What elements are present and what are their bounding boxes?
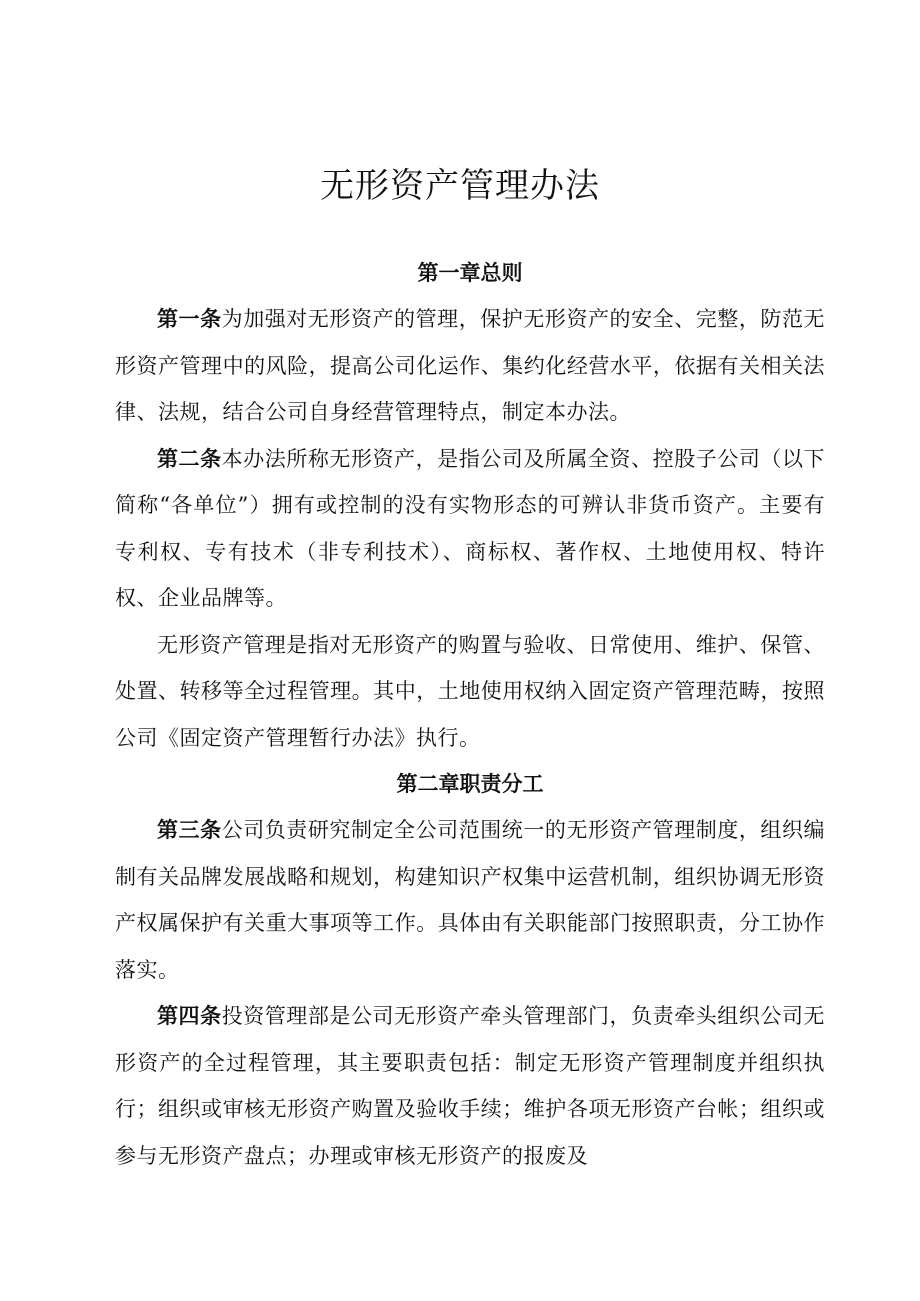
document-title: 无形资产管理办法 — [320, 166, 600, 206]
article-number: 第一条 — [157, 307, 222, 331]
article-paragraph — [115, 807, 825, 993]
article-text: 投资管理部是公司无形资产牵头管理部门，负责牵头组织公司无形资产的全过程管理，其主要职责包括：制定无形资产管理制度并组织执行；组织或审核无形资产购置及验收手续；维护各项无形资产台帐；组织或参与无形资产盘点；办理或审核无形资产的报废及 — [115, 1004, 826, 1168]
article-number: 第三条 — [157, 818, 222, 842]
article-text: 无形资产管理是指对无形资产的购置与验收、日常使用、维护、保管、处置、转移等全过程管理。其中，土地使用权纳入固定资产管理范畴，按照公司《固定资产管理暂行办法》执行。 — [115, 632, 825, 750]
article-text: 公司负责研究制定全公司范围统一的无形资产管理制度，组织编制有关品牌发展战略和规划，构建知识产权集中运营机制，组织协调无形资产权属保护有关重大事项等工作。具体由有关职能部门按照职责，分工协作落实。 — [115, 818, 826, 982]
article-text: 为加强对无形资产的管理，保护无形资产的安全、完整，防范无形资产管理中的风险，提高公司化运作、集约化经营水平，依据有关相关法律、法规，结合公司自身经营管理特点，制定本办法。 — [115, 307, 826, 424]
article-number: 第四条 — [157, 1004, 222, 1028]
article-number: 第二条 — [157, 446, 222, 471]
article-text: 本办法所称无形资产，是指公司及所属全资、控股子公司（以下简称“各单位”）拥有或控制的没有实物形态的可辨认非货币资产。主要有专利权、专有技术（非专利技术）、商标权、著作权、土地使用权、特许权、企业品牌等。 — [115, 446, 826, 610]
document-body — [115, 250, 825, 1179]
chapter-heading: 第二章职责分工 — [396, 772, 544, 796]
article-paragraph — [115, 993, 825, 1179]
article-paragraph — [115, 436, 825, 622]
article-paragraph — [115, 296, 825, 436]
chapter-heading: 第一章总则 — [417, 261, 523, 285]
article-paragraph — [115, 622, 825, 762]
